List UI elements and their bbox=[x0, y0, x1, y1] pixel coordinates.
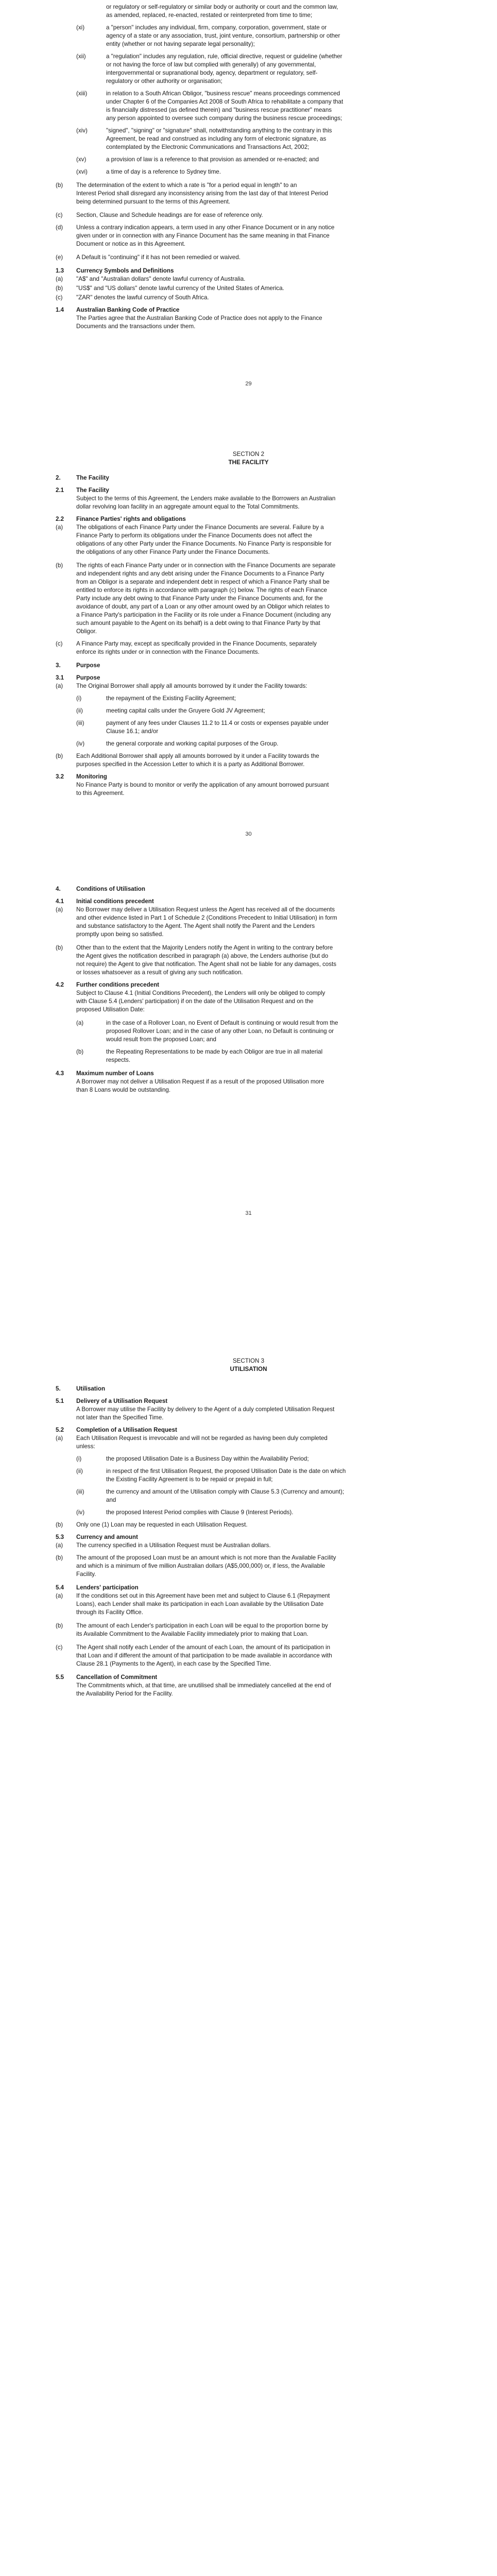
clause-heading: Maximum number of Loans bbox=[76, 1070, 154, 1077]
clause-heading: Conditions of Utilisation bbox=[76, 886, 145, 892]
paragraph-line: The obligations of each Finance Party under the Finance Documents are several. Failure by a bbox=[76, 524, 324, 531]
paragraph-line: The Commitments which, at that time, are unutilised shall be immediately cancelled at the end of bbox=[76, 1682, 331, 1689]
definition-line: a provision of law is a reference to that provision as amended or re-enacted; and bbox=[106, 156, 319, 163]
paragraph-line: A Borrower may utilise the Facility by delivery to the Agent of a duly completed Utilisation Request bbox=[76, 1406, 335, 1413]
paragraph-line: unless: bbox=[76, 1443, 95, 1450]
paragraph-line: Subject to Clause 4.1 (Initial Conditions Precedent), the Lenders will only be obliged to comply bbox=[76, 990, 325, 996]
paragraph-line: Only one (1) Loan may be requested in each Utilisation Request. bbox=[76, 1521, 248, 1528]
clause-number: 1.4 bbox=[56, 307, 64, 313]
definition-line: a "person" includes any individual, firm, company, corporation, government, state or bbox=[106, 24, 327, 31]
item-letter: (b) bbox=[76, 1048, 84, 1055]
paragraph-line: that Loan and if different the amount of that participation to be made available in accordance with bbox=[76, 1652, 332, 1659]
item-number: (xiii) bbox=[76, 90, 88, 97]
continued-text-line: or regulatory or self-regulatory or similar body or authority or court and the common law, bbox=[106, 4, 338, 10]
definition-line: intergovernmental or supranational body, agency, department or regulatory, self- bbox=[106, 70, 318, 76]
item-number: (xvi) bbox=[76, 168, 88, 175]
definition-line: contemplated by the Electronic Communications and Transactions Act, 2002; bbox=[106, 144, 310, 150]
clause-heading: Monitoring bbox=[76, 773, 107, 780]
item-letter: (b) bbox=[56, 182, 63, 189]
clause-number: 5.2 bbox=[56, 1427, 64, 1433]
clause-number: 3.1 bbox=[56, 674, 64, 681]
paragraph-line: the proposed Interest Period complies with Clause 9 (Interest Periods). bbox=[106, 1509, 294, 1516]
clause-heading: Currency and amount bbox=[76, 1534, 138, 1540]
paragraph-line: "US$" and "US dollars" denote lawful currency of the United States of America. bbox=[76, 285, 284, 292]
paragraph-line: not later than the Specified Time. bbox=[76, 1414, 164, 1421]
clause-number: 3. bbox=[56, 662, 61, 669]
clause-number: 5.3 bbox=[56, 1534, 64, 1540]
paragraph-line: The Agent shall notify each Lender of the amount of each Loan, the amount of its participation in bbox=[76, 1644, 331, 1651]
clause-heading: Completion of a Utilisation Request bbox=[76, 1427, 177, 1433]
section-title: THE FACILITY bbox=[228, 459, 269, 466]
paragraph-line: and bbox=[106, 1497, 116, 1503]
item-number: (iv) bbox=[76, 740, 85, 747]
item-number: (iii) bbox=[76, 720, 84, 726]
item-letter: (c) bbox=[56, 294, 63, 301]
item-number: (i) bbox=[76, 695, 82, 702]
clause-number: 2.1 bbox=[56, 487, 64, 494]
item-number: (ii) bbox=[76, 1468, 83, 1475]
paragraph-line: The currency specified in a Utilisation Request must be Australian dollars. bbox=[76, 1542, 271, 1549]
paragraph-line: payment of any fees under Clauses 11.2 to 11.4 or costs or expenses payable under bbox=[106, 720, 329, 726]
clause-number: 5.5 bbox=[56, 1674, 64, 1681]
clause-heading: Australian Banking Code of Practice bbox=[76, 307, 180, 313]
paragraph-line: Document or notice as in this Agreement. bbox=[76, 241, 186, 247]
paragraph-line: a Finance Party's participation in the Facility or its role under a Finance Document (including any bbox=[76, 612, 331, 618]
item-letter: (b) bbox=[56, 1521, 63, 1528]
definition-line: any person appointed to oversee such company during the business rescue proceedings; bbox=[106, 115, 342, 122]
item-letter: (c) bbox=[56, 1644, 63, 1651]
item-letter: (c) bbox=[56, 640, 63, 647]
clause-number: 3.2 bbox=[56, 773, 64, 780]
item-number: (xv) bbox=[76, 156, 87, 163]
clause-heading: Purpose bbox=[76, 674, 100, 681]
item-number: (ii) bbox=[76, 707, 83, 714]
paragraph-line: The Parties agree that the Australian Banking Code of Practice does not apply to the Finance bbox=[76, 315, 322, 321]
item-letter: (a) bbox=[56, 683, 63, 689]
clause-heading: Purpose bbox=[76, 662, 100, 669]
definition-line: Agreement, be read and construed as including any form of electronic signature, as bbox=[106, 135, 327, 142]
paragraph-line: Other than to the extent that the Majority Lenders notify the Agent in writing to the contrary before bbox=[76, 944, 333, 951]
paragraph-line: A Default is "continuing" if it has not been remedied or waived. bbox=[76, 254, 241, 261]
paragraph-line: and which is a minimum of five million Australian dollars (A$5,000,000) or, if less, the Available bbox=[76, 1563, 325, 1569]
paragraph-line: promptly upon being so satisfied. bbox=[76, 931, 164, 938]
clause-number: 4.2 bbox=[56, 981, 64, 988]
paragraph-line: the repayment of the Existing Facility Agreement; bbox=[106, 695, 236, 702]
paragraph-line: No Borrower may deliver a Utilisation Request unless the Agent has received all of the documents bbox=[76, 906, 335, 913]
paragraph-line: obligations of any other Party under the Finance Documents. No Finance Party is responsible for bbox=[76, 540, 332, 547]
paragraph-line: dollar revolving loan facility in an aggregate amount equal to the Total Commitments. bbox=[76, 503, 300, 510]
clause-number: 5. bbox=[56, 1385, 61, 1392]
definition-line: under Chapter 6 of the Companies Act 2008 of South Africa to rehabilitate a company that bbox=[106, 98, 344, 105]
paragraph-line: Each Utilisation Request is irrevocable and will not be regarded as having been duly completed bbox=[76, 1435, 328, 1442]
paragraph-line: "ZAR" denotes the lawful currency of South Africa. bbox=[76, 294, 209, 301]
paragraph-line: "A$" and "Australian dollars" denote lawful currency of Australia. bbox=[76, 276, 246, 282]
paragraph-line: the Repeating Representations to be made by each Obligor are true in all material bbox=[106, 1048, 323, 1055]
item-letter: (c) bbox=[56, 212, 63, 218]
paragraph-line: and other evidence listed in Part 1 of Schedule 2 (Conditions Precedent to Initial Utilisation) in form bbox=[76, 914, 337, 921]
paragraph-line: Finance Party to perform its obligations under the Finance Documents does not affect the bbox=[76, 532, 312, 539]
paragraph-line: or losses whatsoever as a result of giving any such notification. bbox=[76, 969, 243, 976]
clause-heading: The Facility bbox=[76, 487, 109, 494]
item-letter: (b) bbox=[56, 285, 63, 292]
paragraph-line: would result from the proposed Loan; and bbox=[106, 1036, 216, 1043]
paragraph-line: avoidance of doubt, any part of a Loan or any other amount owed by an Obligor which relates to bbox=[76, 603, 330, 610]
paragraph-line: in the case of a Rollover Loan, no Event of Default is continuing or would result from the bbox=[106, 1020, 338, 1026]
item-letter: (b) bbox=[56, 1554, 63, 1561]
paragraph-line: Party include any debt owing to that Finance Party under the Finance Documents and, for the bbox=[76, 595, 323, 602]
paragraph-line: in respect of the first Utilisation Request, the proposed Utilisation Date is the date on which bbox=[106, 1468, 346, 1475]
definition-line: agency of a state or any association, trust, joint venture, consortium, partnership or other bbox=[106, 32, 340, 39]
paragraph-line: respects. bbox=[106, 1057, 131, 1063]
item-letter: (b) bbox=[56, 753, 63, 759]
paragraph-line: The determination of the extent to which a rate is "for a period equal in length" to an bbox=[76, 182, 297, 189]
item-letter: (a) bbox=[56, 1435, 63, 1442]
clause-number: 1.3 bbox=[56, 267, 64, 274]
paragraph-line: Loans), each Lender shall make its participation in each Loan available by the Utilisation Date bbox=[76, 1601, 324, 1607]
item-letter: (a) bbox=[56, 906, 63, 913]
item-letter: (a) bbox=[76, 1020, 84, 1026]
paragraph-line: Obligor. bbox=[76, 628, 97, 635]
clause-heading: Further conditions precedent bbox=[76, 981, 160, 988]
clause-heading: Currency Symbols and Definitions bbox=[76, 267, 174, 274]
section-label: SECTION 2 bbox=[232, 451, 265, 457]
paragraph-line: If the conditions set out in this Agreement have been met and subject to Clause 6.1 (Repayment bbox=[76, 1592, 330, 1599]
definition-line: or not having the force of law but complied with generally) of any governmental, bbox=[106, 61, 316, 68]
item-number: (xi) bbox=[76, 24, 85, 31]
item-number: (iii) bbox=[76, 1488, 84, 1495]
clause-heading: Utilisation bbox=[76, 1385, 106, 1392]
item-letter: (a) bbox=[56, 524, 63, 531]
paragraph-line: to this Agreement. bbox=[76, 790, 125, 796]
item-number: (xiv) bbox=[76, 127, 88, 134]
paragraph-line: purposes specified in the Accession Letter to which it is a party as Additional Borrower. bbox=[76, 761, 305, 768]
paragraph-line: meeting capital calls under the Gruyere Gold JV Agreement; bbox=[106, 707, 265, 714]
item-number: (i) bbox=[76, 1455, 82, 1462]
clause-number: 2. bbox=[56, 474, 61, 481]
page-number: 30 bbox=[245, 831, 252, 837]
item-letter: (a) bbox=[56, 1592, 63, 1599]
clause-number: 5.4 bbox=[56, 1584, 64, 1591]
paragraph-line: The amount of each Lender's participation in each Loan will be equal to the proportion borne by bbox=[76, 1622, 328, 1629]
paragraph-line: through its Facility Office. bbox=[76, 1609, 143, 1616]
item-letter: (b) bbox=[56, 562, 63, 569]
item-letter: (a) bbox=[56, 276, 63, 282]
item-letter: (e) bbox=[56, 254, 63, 261]
item-number: (xii) bbox=[76, 53, 86, 60]
paragraph-line: the Existing Facility Agreement is to be repaid or prepaid in full; bbox=[106, 1476, 273, 1483]
definition-line: "signed", "signing" or "signature" shall, notwithstanding anything to the contrary in this bbox=[106, 127, 332, 134]
paragraph-line: the proposed Utilisation Date is a Business Day within the Availability Period; bbox=[106, 1455, 309, 1462]
paragraph-line: the general corporate and working capital purposes of the Group. bbox=[106, 740, 279, 747]
continued-text-line: as amended, replaced, re-enacted, restated or reinterpreted from time to time; bbox=[106, 12, 313, 19]
paragraph-line: entitled to enforce its rights in accordance with paragraph (c) below. The rights of each Finance bbox=[76, 587, 327, 594]
clause-number: 4.3 bbox=[56, 1070, 64, 1077]
definition-line: entity (whether or not having separate legal personality); bbox=[106, 41, 255, 47]
paragraph-line: The rights of each Finance Party under or in connection with the Finance Documents are separate bbox=[76, 562, 336, 569]
paragraph-line: A Finance Party may, except as specifically provided in the Finance Documents, separately bbox=[76, 640, 317, 647]
clause-heading: Cancellation of Commitment bbox=[76, 1674, 158, 1681]
item-letter: (d) bbox=[56, 224, 63, 231]
paragraph-line: with Clause 5.4 (Lenders' participation) if on the date of the Utilisation Request and on the bbox=[76, 998, 314, 1005]
paragraph-line: Clause 28.1 (Payments to the Agent), in each case by the Specified Time. bbox=[76, 1660, 271, 1667]
clause-heading: Delivery of a Utilisation Request bbox=[76, 1398, 168, 1404]
paragraph-line: and substance satisfactory to the Agent. The Agent shall notify the Parent and the Lenders bbox=[76, 923, 315, 929]
paragraph-line: given under or in connection with any Finance Document has the same meaning in that Finance bbox=[76, 232, 330, 239]
paragraph-line: Subject to the terms of this Agreement, the Lenders make available to the Borrowers an Australian bbox=[76, 495, 336, 502]
paragraph-line: The amount of the proposed Loan must be an amount which is not more than the Available Facility bbox=[76, 1554, 336, 1561]
paragraph-line: A Borrower may not deliver a Utilisation Request if as a result of the proposed Utilisation more bbox=[76, 1078, 324, 1085]
paragraph-line: Documents and the transactions under them. bbox=[76, 323, 196, 330]
item-letter: (b) bbox=[56, 944, 63, 951]
paragraph-line: Interest Period shall disregard any inconsistency arising from the last day of that Interest Period bbox=[76, 190, 329, 197]
paragraph-line: and independent rights and any debt arising under the Finance Documents to a Finance Party bbox=[76, 570, 324, 577]
item-number: (iv) bbox=[76, 1509, 85, 1516]
paragraph-line: such amount payable to the Agent on its behalf) is a debt owing to that Finance Party by that bbox=[76, 620, 320, 626]
paragraph-line: Unless a contrary indication appears, a term used in any other Finance Document or in any notice bbox=[76, 224, 335, 231]
section-label: SECTION 3 bbox=[232, 1358, 265, 1364]
definition-line: is financially distressed (as defined therein) and "business rescue practitioner" means bbox=[106, 107, 332, 113]
paragraph-line: its Available Commitment to the Available Facility immediately prior to making that Loan. bbox=[76, 1631, 309, 1637]
paragraph-line: than 8 Loans would be outstanding. bbox=[76, 1087, 171, 1093]
definition-line: in relation to a South African Obligor, "business rescue" means proceedings commenced bbox=[106, 90, 340, 97]
paragraph-line: Section, Clause and Schedule headings are for ease of reference only. bbox=[76, 212, 263, 218]
clause-number: 5.1 bbox=[56, 1398, 64, 1404]
paragraph-line: The Original Borrower shall apply all amounts borrowed by it under the Facility towards: bbox=[76, 683, 307, 689]
item-letter: (a) bbox=[56, 1542, 63, 1549]
paragraph-line: enforce its rights under or in connection with the Finance Documents. bbox=[76, 649, 260, 655]
paragraph-line: not require) the Agent to give that notification. The Agent shall not be liable for any damages, costs bbox=[76, 961, 337, 968]
clause-heading: Finance Parties' rights and obligations bbox=[76, 516, 186, 522]
clause-number: 4.1 bbox=[56, 898, 64, 905]
paragraph-line: Facility. bbox=[76, 1571, 96, 1578]
clause-number: 4. bbox=[56, 886, 61, 892]
paragraph-line: Each Additional Borrower shall apply all amounts borrowed by it under a Facility towards the bbox=[76, 753, 319, 759]
section-title: UTILISATION bbox=[230, 1366, 267, 1372]
paragraph-line: from an Obligor is a separate and independent debt in respect of which a Finance Party shall be bbox=[76, 579, 330, 585]
definition-line: a time of day is a reference to Sydney time. bbox=[106, 168, 221, 175]
clause-heading: Initial conditions precedent bbox=[76, 898, 154, 905]
page-number: 29 bbox=[245, 381, 252, 387]
page-number: 31 bbox=[245, 1210, 252, 1216]
paragraph-line: the obligations of any other Finance Party under the Finance Documents. bbox=[76, 549, 270, 555]
clause-heading: Lenders' participation bbox=[76, 1584, 139, 1591]
paragraph-line: Clause 16.1; and/or bbox=[106, 728, 159, 735]
paragraph-line: the currency and amount of the Utilisation comply with Clause 5.3 (Currency and amount); bbox=[106, 1488, 345, 1495]
item-letter: (b) bbox=[56, 1622, 63, 1629]
clause-heading: The Facility bbox=[76, 474, 109, 481]
paragraph-line: the Availability Period for the Facility. bbox=[76, 1690, 173, 1697]
definition-line: a "regulation" includes any regulation, rule, official directive, request or guideline (whether bbox=[106, 53, 342, 60]
paragraph-line: the Agent gives the notification described in paragraph (a) above, the Lenders authorise (but do bbox=[76, 953, 329, 959]
definition-line: regulatory or other authority or organisation; bbox=[106, 78, 222, 84]
paragraph-line: No Finance Party is bound to monitor or verify the application of any amount borrowed pursuant bbox=[76, 782, 329, 788]
clause-number: 2.2 bbox=[56, 516, 64, 522]
paragraph-line: being determined pursuant to the terms of this Agreement. bbox=[76, 198, 231, 205]
paragraph-line: proposed Rollover Loan; and in the case of any other Loan, no Default is continuing or bbox=[106, 1028, 334, 1035]
paragraph-line: proposed Utilisation Date: bbox=[76, 1006, 145, 1013]
